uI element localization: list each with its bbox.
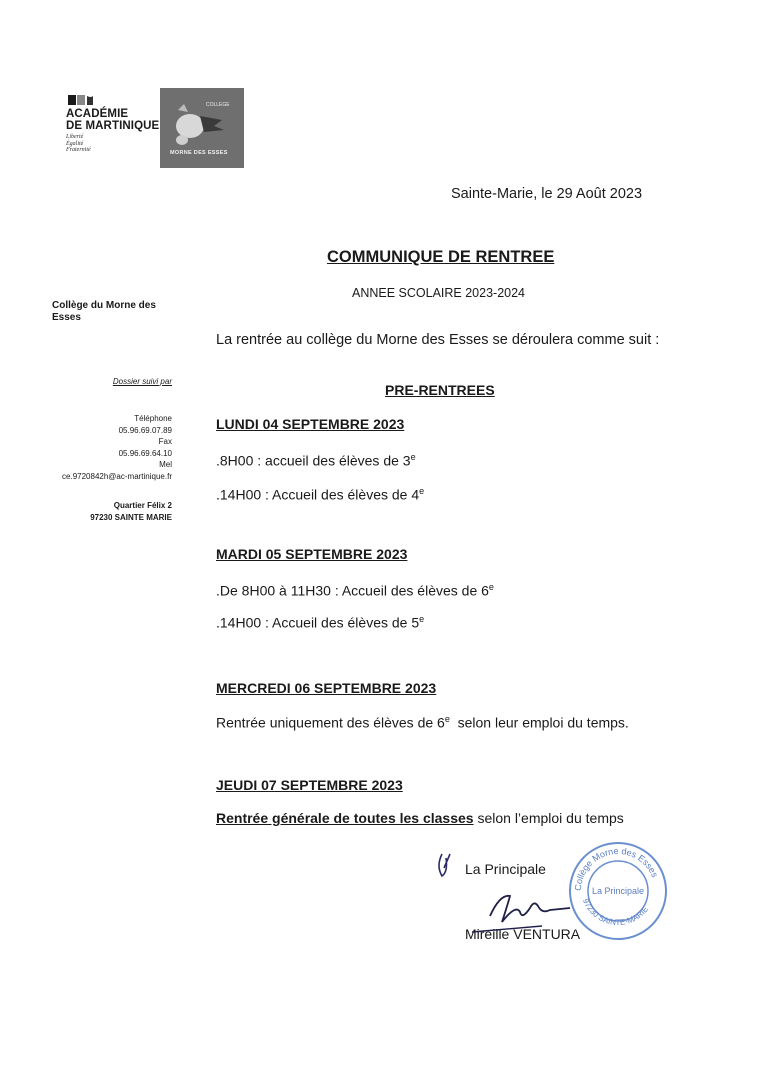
document-title: COMMUNIQUE DE RENTREE bbox=[327, 248, 555, 266]
college-logo-icon bbox=[160, 88, 244, 168]
lundi-line-1-text: .8H00 : accueil des élèves de 3 bbox=[216, 452, 411, 469]
mardi-line-1-text: .De 8H00 à 11H30 : Accueil des élèves de 6 bbox=[216, 582, 489, 599]
pre-rentrees-heading: PRE-RENTREES bbox=[385, 382, 495, 398]
motto-egalite: Égalité bbox=[66, 140, 84, 147]
address-line-1: Quartier Félix 2 bbox=[113, 501, 172, 510]
superscript: e bbox=[419, 614, 425, 624]
official-stamp-icon bbox=[567, 840, 669, 942]
contact-mail-label: Mel bbox=[159, 460, 172, 469]
motto-liberte: Liberté bbox=[66, 134, 84, 140]
mardi-heading: MARDI 05 SEPTEMBRE 2023 bbox=[216, 546, 408, 562]
signature-name: Mireille VENTURA bbox=[465, 926, 581, 942]
mercredi-line-1-text: Rentrée uniquement des élèves de 6 bbox=[216, 714, 445, 731]
jeudi-line-1-emphasis: Rentrée générale de toutes les classes bbox=[216, 810, 474, 826]
academy-line-2: DE MARTINIQUE bbox=[66, 120, 160, 132]
jeudi-heading: JEUDI 07 SEPTEMBRE 2023 bbox=[216, 777, 403, 793]
sidebar-address bbox=[90, 500, 172, 523]
address-line-2: 97230 SAINTE MARIE bbox=[90, 512, 172, 522]
superscript: e bbox=[419, 486, 425, 496]
stamp-arc-top-text: Collège Morne des Esses bbox=[572, 845, 660, 892]
college-logo-top-text: COLLEGE bbox=[206, 102, 230, 108]
lundi-line-2 bbox=[216, 486, 424, 503]
academy-name bbox=[66, 108, 159, 132]
superscript: e bbox=[488, 582, 494, 592]
contact-phone-label: Téléphone bbox=[134, 414, 172, 423]
mardi-line-2 bbox=[216, 614, 424, 631]
stamp-center-text: La Principale bbox=[591, 886, 645, 896]
lundi-line-2-text: .14H00 : Accueil des élèves de 4 bbox=[216, 486, 420, 503]
college-logo-bottom-text: MORNE DES ESSES bbox=[170, 150, 228, 156]
lundi-heading: LUNDI 04 SEPTEMBRE 2023 bbox=[216, 416, 405, 432]
contact-phone: 05.96.69.07.89 bbox=[118, 425, 172, 435]
date-line: Sainte-Marie, le 29 Août 2023 bbox=[451, 186, 643, 202]
college-logo bbox=[160, 88, 244, 168]
sidebar-dossier: Dossier suivi par bbox=[112, 377, 172, 386]
mercredi-line-1 bbox=[216, 714, 629, 731]
school-year: ANNEE SCOLAIRE 2023-2024 bbox=[352, 286, 526, 300]
mardi-line-2-text: .14H00 : Accueil des élèves de 5 bbox=[216, 614, 420, 631]
signature-role: La Principale bbox=[465, 861, 546, 877]
marianne-logo-icon bbox=[68, 95, 94, 105]
contact-mail: ce.9720842h@ac-martinique.fr bbox=[62, 471, 172, 481]
mardi-line-1 bbox=[216, 582, 494, 599]
superscript: e bbox=[410, 452, 416, 462]
academy-line-1: ACADÉMIE bbox=[66, 108, 129, 120]
contact-fax: 05.96.69.64.10 bbox=[118, 448, 172, 458]
jeudi-line-1 bbox=[216, 810, 624, 826]
mercredi-heading: MERCREDI 06 SEPTEMBRE 2023 bbox=[216, 680, 437, 696]
superscript: e bbox=[444, 714, 450, 724]
contact-fax-label: Fax bbox=[158, 437, 172, 446]
sidebar-contact bbox=[62, 413, 172, 482]
jeudi-line-1-suffix: selon l’emploi du temps bbox=[473, 810, 624, 826]
stamp-arc-bottom-text: 97230 SAINTE-MARIE bbox=[581, 897, 651, 928]
republic-motto bbox=[66, 134, 91, 154]
mercredi-line-1-suffix: selon leur emploi du temps. bbox=[449, 714, 629, 731]
intro-text: La rentrée au collège du Morne des Esses se déroulera comme suit : bbox=[216, 332, 660, 348]
svg-text:97230 SAINTE-MARIE bbox=[581, 897, 650, 927]
lundi-line-1 bbox=[216, 452, 416, 469]
sidebar-college-name: Collège du Morne des Esses bbox=[52, 300, 156, 323]
motto-fraternite: Fraternité bbox=[66, 147, 91, 153]
